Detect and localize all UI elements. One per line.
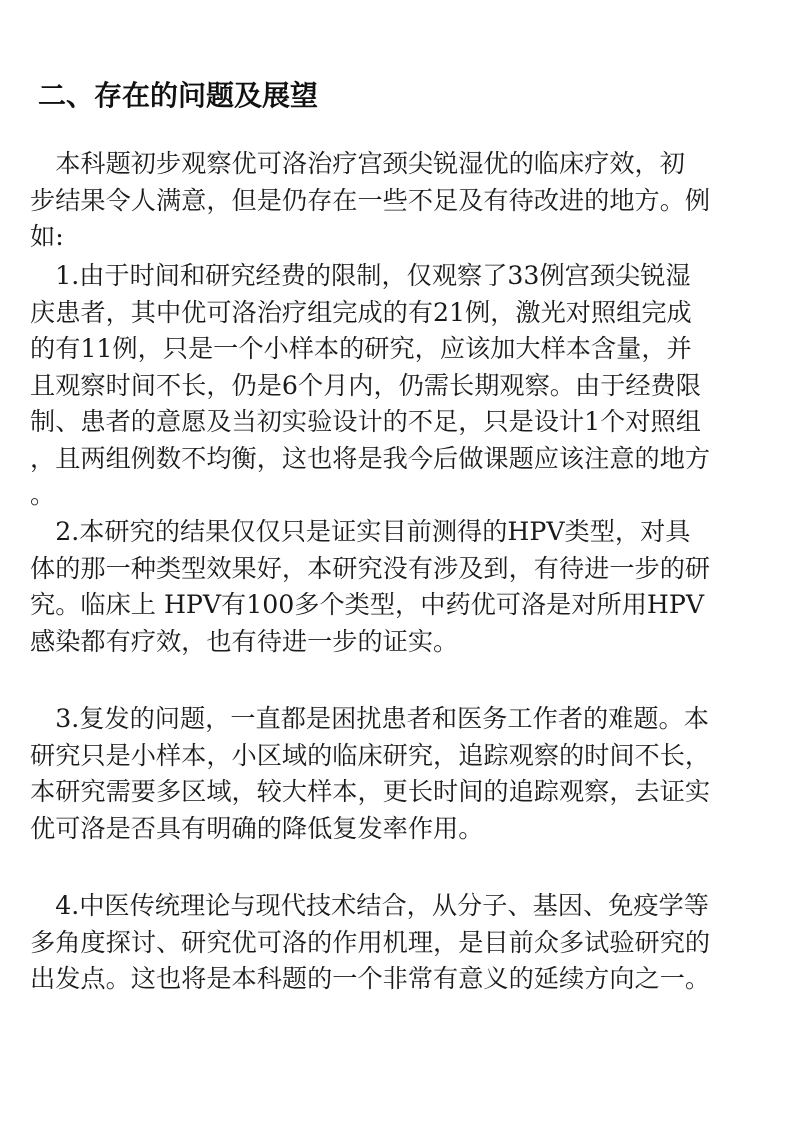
intro-paragraph xyxy=(30,146,768,256)
text-line: 究。临床上 HPV有100多个类型，中药优可洛是对所用HPV xyxy=(30,590,705,619)
text-line: 多角度探讨、研究优可洛的作用机理，是目前众多试验研究的 xyxy=(30,927,711,957)
text-line: 1.由于时间和研究经费的限制，仅观察了33例宫颈尖锐湿 xyxy=(30,261,691,290)
item-4-paragraph xyxy=(30,888,768,998)
item-3-paragraph xyxy=(30,701,768,847)
text-line: 优可洛是否具有明确的降低复发率作用。 xyxy=(30,813,484,843)
text-line: 4.中医传统理论与现代技术结合，从分子、基因、免疫学等 xyxy=(30,891,709,920)
text-line: 本科题初步观察优可洛治疗宫颈尖锐湿优的临床疗效，初 xyxy=(30,149,685,178)
text-line: 。 xyxy=(30,480,56,509)
text-line: 出发点。这也将是本科题的一个非常有意义的延续方向之一。 xyxy=(30,964,711,993)
section-heading: 二、存在的问题及展望 xyxy=(38,79,319,112)
text-line: 3.复发的问题，一直都是困扰患者和医务工作者的难题。本 xyxy=(30,704,709,733)
text-line: 体的那一种类型效果好，本研究没有涉及到，有待进一步的研 xyxy=(30,553,711,583)
text-line: 感染都有疗效，也有待进一步的证实。 xyxy=(30,626,459,656)
text-line: ，且两组例数不均衡，这也将是我今后做课题应该注意的地方 xyxy=(30,443,711,473)
text-line: 制、患者的意愿及当初实验设计的不足，只是设计1个对照组 xyxy=(30,407,701,436)
text-line: 庆患者，其中优可洛治疗组完成的有21例，激光对照组完成 xyxy=(30,297,692,327)
text-line: 步结果令人满意，但是仍存在一些不足及有待改进的地方。例 xyxy=(30,185,711,215)
item-2-paragraph xyxy=(30,514,768,660)
text-line: 的有11例，只是一个小样本的研究，应该加大样本含量，并 xyxy=(30,334,692,363)
text-line: 本研究需要多区域，较大样本，更长时间的追踪观察，去证实 xyxy=(30,777,711,806)
text-line: 2.本研究的结果仅仅只是证实目前测得的HPV类型，对具 xyxy=(30,517,691,546)
text-line: 如: xyxy=(30,222,64,251)
text-line: 研究只是小样本，小区域的临床研究，追踪观察的时间不长， xyxy=(30,740,711,770)
text-line: 且观察时间不长，仍是6个月内，仍需长期观察。由于经费限 xyxy=(30,370,701,400)
item-1-paragraph xyxy=(30,258,768,514)
